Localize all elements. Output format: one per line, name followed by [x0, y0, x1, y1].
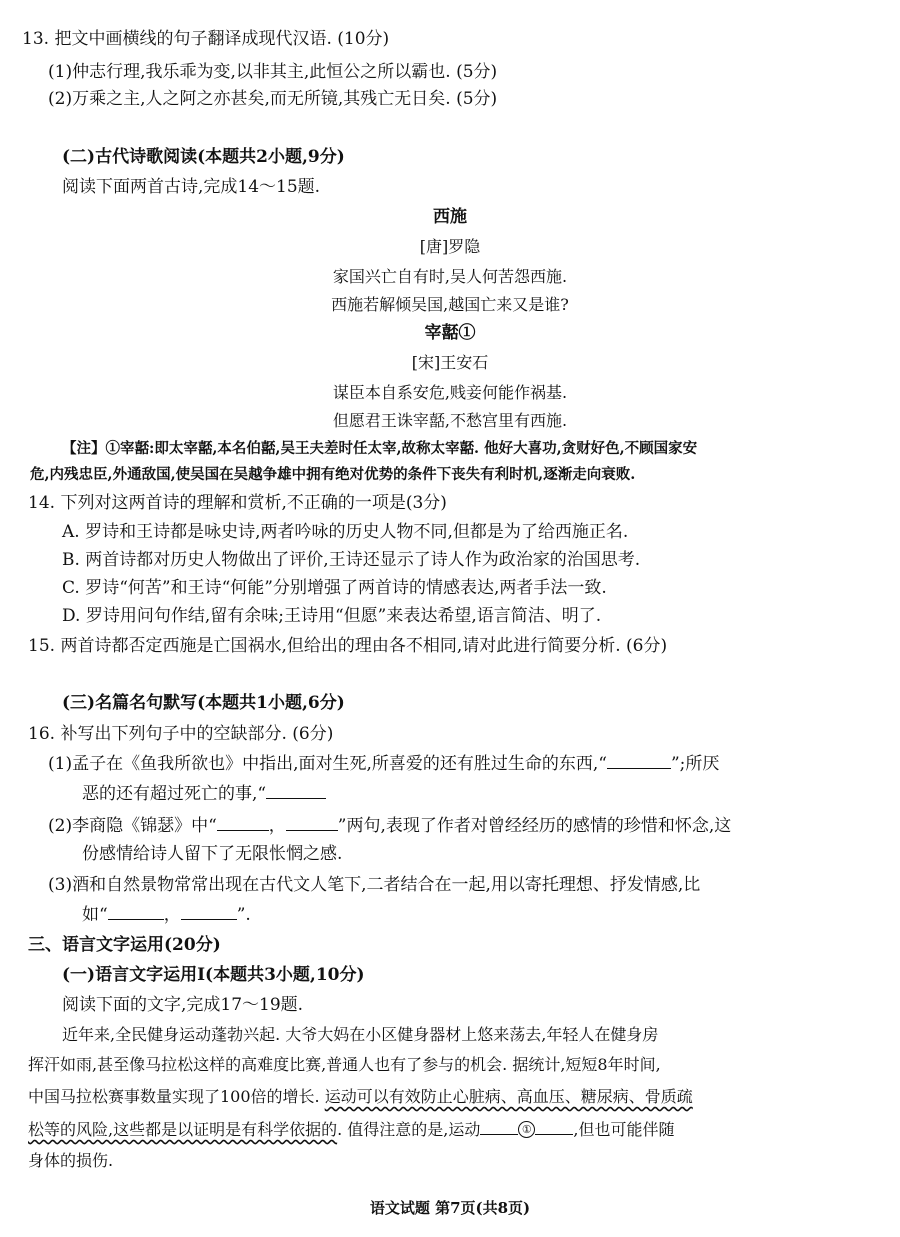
q16-item-1-cont: [82, 782, 326, 805]
poem-2-title: 宰嚭①: [424, 323, 476, 343]
answer-blank[interactable]: [607, 752, 671, 769]
q16-item-2: (2)李商隐《锦瑟》中“ ， ”两句,表现了作者对曾经经历的感情的珍惜和怀念,这: [48, 816, 732, 836]
q13-sentence-1: (1)仲志行理,我乐乖为变,以非其主,此恒公之所以霸也. (5分): [48, 62, 498, 82]
q16-stem: 16. 补写出下列句子中的空缺部分. (6分): [28, 724, 334, 744]
q13-sentence-2: (2)万乘之主,人之阿之亦甚矣,而无所镜,其残亡无日矣. (5分): [48, 89, 498, 109]
part-3-heading: 三、语言文字运用(20分): [28, 935, 221, 955]
q16-item-2-text-a: (2)李商隐《锦瑟》中“: [48, 816, 217, 836]
q16-item-2-cont: 份感情给诗人留下了无限怅惘之感.: [82, 844, 343, 864]
passage-wavy-underlined-sentence-cont: 松等的风险,这些都是以证明是有科学依据的: [28, 1120, 338, 1139]
poem-1-author: [唐]罗隐: [419, 237, 481, 256]
poem-2-line-1: 谋臣本自系安危,贱妾何能作祸基.: [332, 383, 568, 402]
poem-note-line-1: 【注】①宰嚭:即太宰嚭,本名伯嚭,吴王夫差时任太宰,故称太宰嚭. 他好大喜功,贪财好色,不顾国家安: [62, 440, 698, 457]
q16-item-1: [48, 752, 719, 775]
passage-line-3-text: 中国马拉松赛事数量实现了100倍的增长.: [28, 1087, 325, 1106]
q13-title: 13. 把文中画横线的句子翻译成现代汉语. (10分): [22, 29, 390, 49]
answer-blank[interactable]: [108, 903, 164, 920]
poem-note-line-2: 危,内残忠臣,外通敌国,使吴国在吴越争雄中拥有绝对优势的条件下丧失有利时机,逐渐走向衰败.: [30, 466, 636, 483]
q16-item-1-text-b: ”;所厌: [670, 754, 720, 774]
poem-2-line-2: 但愿君王诛宰嚭,不愁宫里有西施.: [332, 411, 568, 430]
passage-line-3: [28, 1086, 693, 1108]
passage-line-5: 身体的损伤.: [28, 1151, 114, 1170]
poem-1-line-1: 家国兴亡自有时,吴人何苦怨西施.: [332, 267, 568, 286]
answer-blank[interactable]: [181, 903, 237, 920]
passage-line-2: 挥汗如雨,甚至像马拉松这样的高难度比赛,普通人也有了参与的机会. 据统计,短短8年时间,: [28, 1055, 661, 1074]
poem-2-author: [宋]王安石: [411, 353, 489, 372]
q16-item-1-text-a: (1)孟子在《鱼我所欲也》中指出,面对生死,所喜爱的还有胜过生命的东西,“: [48, 754, 607, 774]
page-footer: 语文试题 第7页(共8页): [369, 1199, 531, 1217]
q16-item-2-text-b: ”两句,表现了作者对曾经经历的感情的珍惜和怀念,这: [337, 816, 732, 836]
section-2-heading: (二)古代诗歌阅读(本题共2小题,9分): [62, 147, 345, 167]
q14-option-b: B. 两首诗都对历史人物做出了评价,王诗还显示了诗人作为政治家的治国思考.: [62, 550, 641, 570]
poem-1-title: 西施: [433, 207, 467, 227]
answer-blank[interactable]: [286, 814, 338, 831]
passage-wavy-underlined-sentence: 运动可以有效防止心脏病、高血压、糖尿病、骨质疏: [324, 1087, 693, 1106]
q15-stem: 15. 两首诗都否定西施是亡国祸水,但给出的理由各不相同,请对此进行简要分析. (6分): [28, 636, 668, 656]
part-3-intro: 阅读下面的文字,完成17～19题.: [62, 995, 304, 1015]
q14-option-c: C. 罗诗“何苦”和王诗“何能”分别增强了两首诗的情感表达,两者手法一致.: [62, 578, 607, 598]
q16-item-3-text-b: 如“: [82, 905, 108, 925]
passage-line-4-text-end: ,但也可能伴随: [573, 1120, 675, 1139]
answer-blank[interactable]: [266, 782, 326, 799]
passage-line-4-text: . 值得注意的是,运动: [337, 1120, 481, 1139]
answer-blank[interactable]: [217, 814, 269, 831]
q16-item-3-text-c: ”.: [236, 905, 251, 925]
blank-number-marker: ①: [518, 1121, 535, 1138]
part-3-subheading: (一)语言文字运用Ⅰ(本题共3小题,10分): [62, 965, 365, 985]
q14-option-d: D. 罗诗用问句作结,留有余味;王诗用“但愿”来表达希望,语言简洁、明了.: [62, 606, 602, 626]
section-3-heading: (三)名篇名句默写(本题共1小题,6分): [62, 693, 345, 713]
answer-blank[interactable]: [535, 1118, 573, 1135]
section-2-intro: 阅读下面两首古诗,完成14～15题.: [62, 177, 321, 197]
passage-line-4: [28, 1118, 674, 1141]
poem-1-line-2: 西施若解倾吴国,越国亡来又是谁?: [331, 295, 569, 314]
q16-item-3: (3)酒和自然景物常常出现在古代文人笔下,二者结合在一起,用以寄托理想、抒发情感,比: [48, 875, 701, 895]
q14-stem: 14. 下列对这两首诗的理解和赏析,不正确的一项是(3分): [28, 493, 447, 513]
q16-item-1-text-c: 恶的还有超过死亡的事,“: [82, 784, 267, 804]
answer-blank[interactable]: [480, 1118, 518, 1135]
passage-line-1: 近年来,全民健身运动蓬勃兴起. 大爷大妈在小区健身器材上悠来荡去,年轻人在健身房: [62, 1025, 659, 1044]
q14-option-a: A. 罗诗和王诗都是咏史诗,两者吟咏的历史人物不同,但都是为了给西施正名.: [62, 522, 629, 542]
q16-item-3-cont: 如“ ， ”.: [82, 905, 251, 925]
